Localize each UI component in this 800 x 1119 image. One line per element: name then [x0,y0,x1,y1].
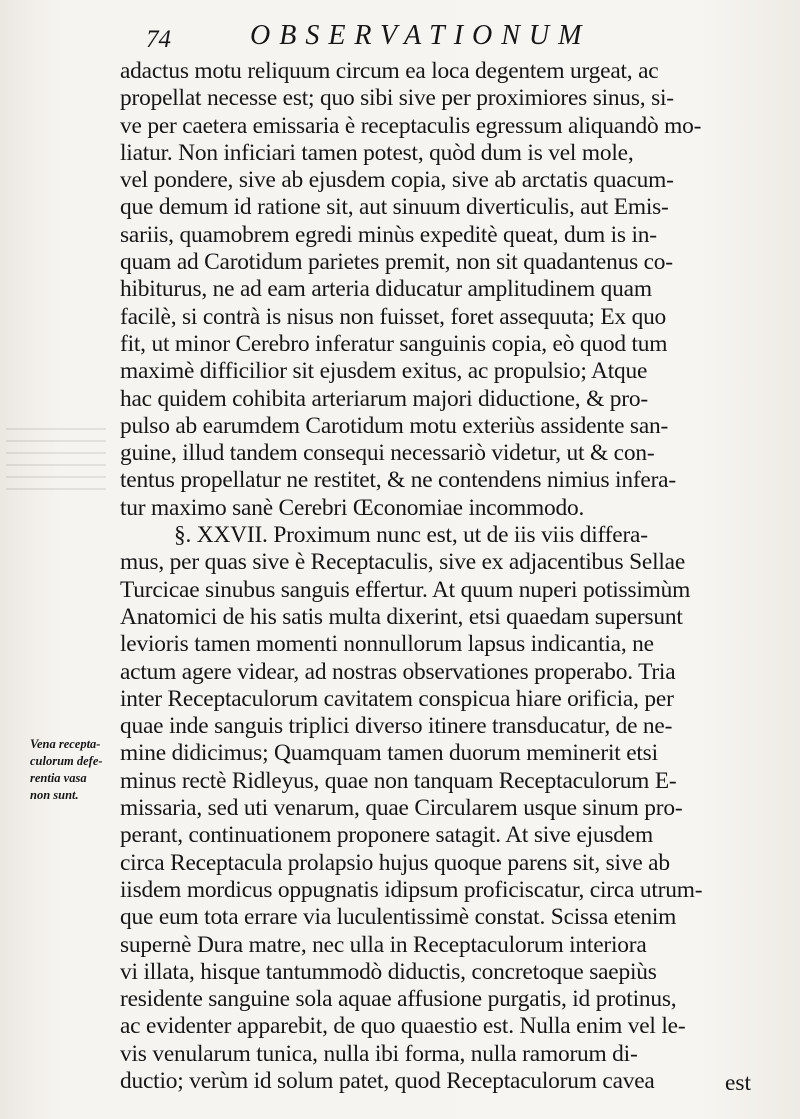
show-through-marks [6,420,106,490]
body-text [120,58,780,1095]
text-line: ductio; verùm id solum patet, quod Receptaculorum cavea [120,1067,655,1094]
text-line: perant, continuationem proponere satagit. At sive ejusdem [120,822,653,849]
margin-note-line: Vena recepta- [30,737,101,751]
text-line: maximè difficilior sit ejusdem exitus, ac propulsio; Atque [120,358,648,385]
text-line: guine, illud tandem consequi necessariò videtur, ut & con- [120,440,655,467]
text-line: vis venularum tunica, nulla ibi forma, nulla ramorum di- [120,1040,638,1067]
text-line: facilè, si contrà is nisus non fuisset, foret assequuta; Ex quo [120,303,667,330]
text-line: hac quidem cohibita arteriarum majori diductione, & pro- [120,385,648,412]
text-line: mus, per quas sive è Receptaculis, sive ex adjacentibus Sellae [120,549,686,576]
text-line: que demum id ratione sit, aut sinuum diverticulis, aut Emis- [120,194,669,221]
text-line: inter Receptaculorum cavitatem conspicua hiare orificia, per [120,685,674,712]
section-heading-line: §. XXVII. Proximum nunc est, ut de iis viis differa- [174,522,648,549]
text-line: levioris tamen momenti nonnullorum lapsus indicantia, ne [120,631,654,658]
text-line: ve per caetera emissaria è receptaculis egressum aliquandò mo- [120,112,702,139]
text-line: actum agere videar, ad nostras observationes properabo. Tria [120,658,676,685]
text-line: vi illata, hisque tantummodò diductis, concretoque saepiùs [120,958,657,985]
page-number: 74 [146,26,171,53]
margin-note-line: non sunt. [30,788,79,802]
text-line: residente sanguine sola aquae affusione purgatis, id protinus, [120,986,677,1013]
text-line: quae inde sanguis triplici diverso itinere transducatur, de ne- [120,713,673,740]
text-line: pulso ab earumdem Carotidum motu exteriùs assidente san- [120,412,669,439]
text-line: ac evidenter apparebit, de quo quaestio est. Nulla enim vel le- [120,1013,686,1040]
text-line: mine didicimus; Quamquam tamen duorum meminerit etsi [120,740,658,767]
page-header [0,14,800,54]
text-line: hibiturus, ne ad eam arteria diducatur amplitudinem quam [120,276,652,303]
text-line: sariis, quamobrem egredi minùs expeditè queat, dum is in- [120,221,657,248]
text-line: Turcicae sinubus sanguis effertur. At quum nuperi potissimùm [120,576,691,603]
text-line: supernè Dura matre, nec ulla in Receptaculorum interiora [120,931,647,958]
text-line: tur maximo sanè Cerebri Œconomiae incommodo. [120,494,585,521]
text-line: missaria, sed uti venarum, quae Circularem usque sinum pro- [120,795,683,822]
text-line: circa Receptacula prolapsio hujus quoque parens sit, sive ab [120,849,670,876]
text-line: liatur. Non inficiari tamen potest, quòd dum is vel mole, [120,139,634,166]
text-line: vel pondere, sive ab ejusdem copia, sive ab arctatis quacum- [120,167,674,194]
margin-note-line: culorum defe- [30,754,103,768]
text-line: tentus propellatur ne restitet, & ne contendens nimius infera- [120,467,676,494]
catchword: est [725,1070,751,1096]
margin-note [30,736,126,804]
running-head: OBSERVATIONUM [250,20,591,51]
text-line: iisdem mordicus oppugnatis idipsum proficiscatur, circa utrum- [120,876,703,903]
margin-note-line: rentia vasa [30,771,87,785]
text-line: propellat necesse est; quo sibi sive per proximiores sinus, si- [120,85,674,112]
text-line: quam ad Carotidum parietes premit, non sit quadantenus co- [120,249,673,276]
text-line: fit, ut minor Cerebro inferatur sanguinis copia, eò quod tum [120,330,668,357]
text-line: minus rectè Ridleyus, quae non tanquam Receptaculorum E- [120,767,677,794]
text-line: que eum tota errare via luculentissimè constat. Scissa etenim [120,904,677,931]
text-line: Anatomici de his satis multa dixerint, etsi quaedam supersunt [120,603,683,630]
text-line: adactus motu reliquum circum ea loca degentem urgeat, ac [120,58,659,84]
